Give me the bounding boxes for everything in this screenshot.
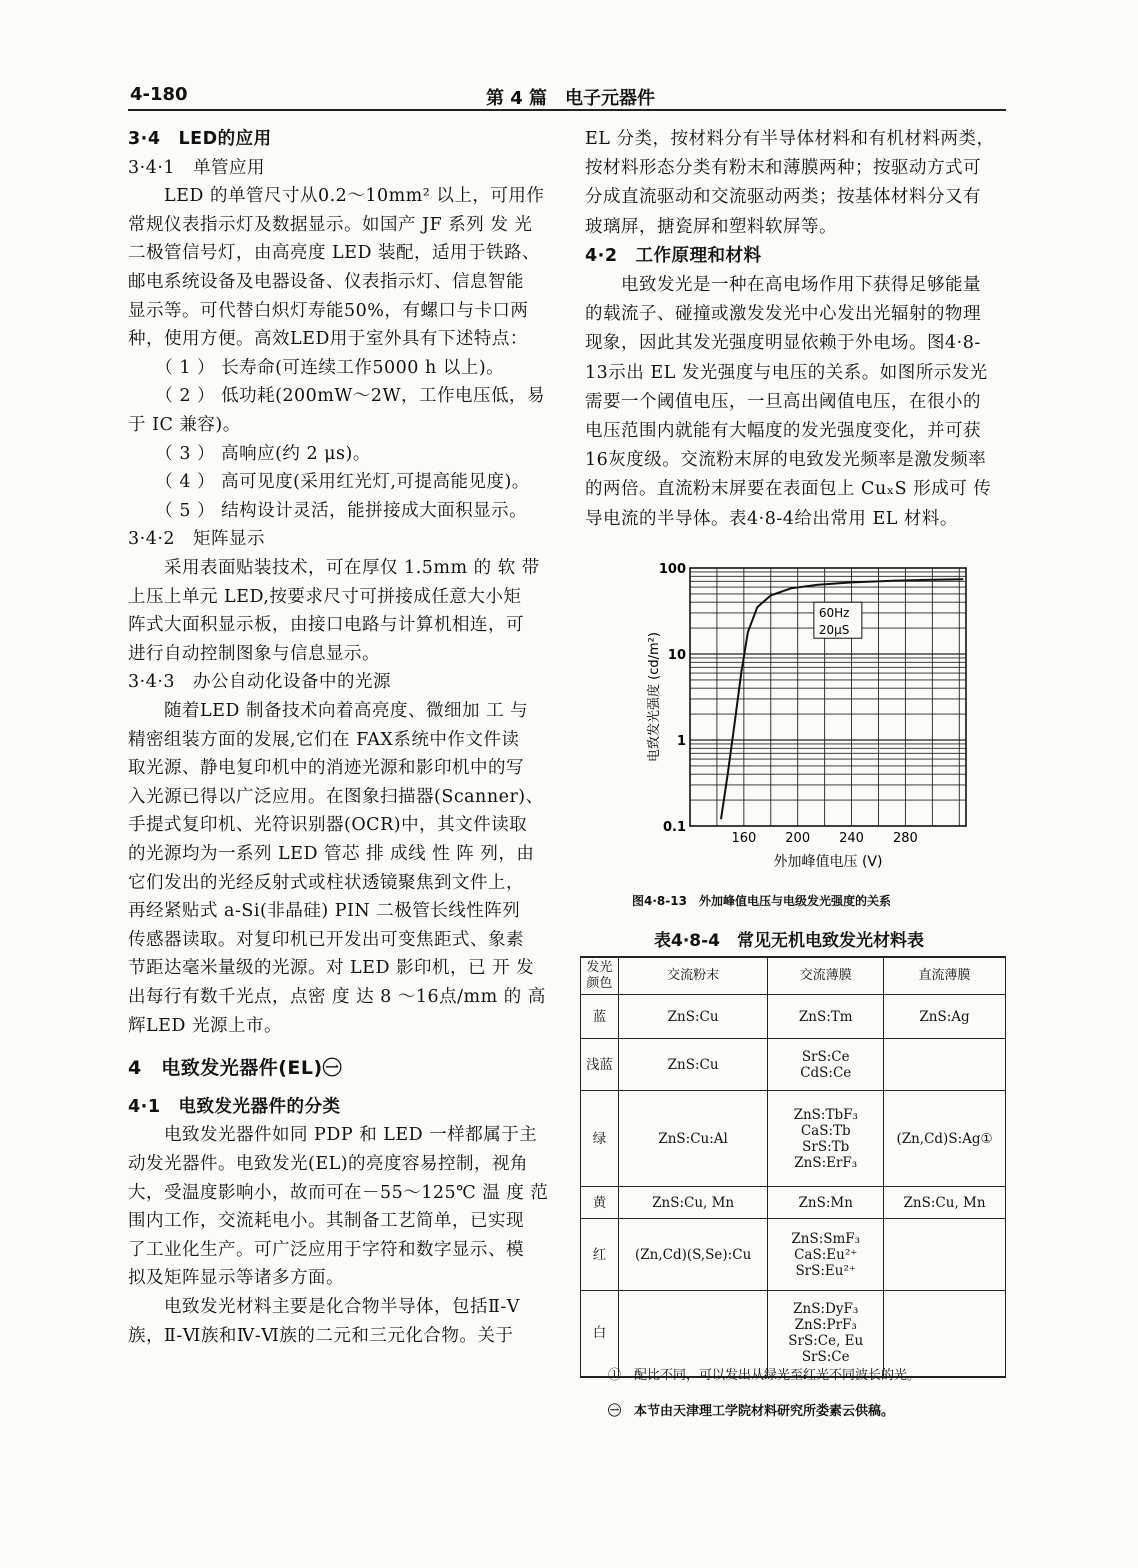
table-cell	[768, 995, 884, 1039]
table-cell	[618, 1091, 768, 1187]
text-line: 阵式大面积显示板，由接口电路与计算机相连，可	[128, 615, 524, 636]
cell-text: SrS:Eu²⁺	[795, 1262, 857, 1279]
x-tick-label: 240	[839, 831, 864, 846]
table-cell	[618, 1219, 768, 1291]
y-axis-label: 电致发光强度 (cd/m²)	[647, 632, 662, 762]
text-line: EL 分类，按材料分有半导体材料和有机材料两类，	[585, 129, 995, 149]
cell-text: SrS:Ce	[801, 1048, 850, 1065]
text-line: 分成直流驱动和交流驱动两类；按基体材料分又有	[585, 187, 981, 208]
text-line: 现象，因此其发光强度明显依赖于外电场。图4·8-	[585, 333, 981, 354]
text-line: 它们发出的光经反射式或柱状透镜聚焦到文件上，	[128, 872, 524, 893]
cell-text: CdS:Ce	[800, 1064, 852, 1081]
row-color-label: 浅蓝	[581, 1039, 619, 1091]
text-line: 电致发光材料主要是化合物半导体，包括Ⅱ-Ⅴ	[128, 1297, 520, 1317]
corner-label-2: 颜色	[586, 976, 613, 991]
table-row	[581, 1039, 1006, 1091]
text-line: LED 的单管尺寸从0.2～10mm² 以上，可用作	[128, 186, 545, 207]
text-line: 3·4·1 单管应用	[128, 157, 266, 178]
row-color-label: 黄	[581, 1187, 619, 1219]
x-axis-label: 外加峰值电压 (V)	[773, 854, 883, 870]
y-tick-label: 10	[667, 648, 686, 663]
table-row	[581, 995, 1006, 1039]
y-tick-label: 100	[658, 562, 686, 577]
cell-text: (Zn,Cd)(S,Se):Cu	[634, 1246, 752, 1263]
column-header: 交流薄膜	[768, 957, 884, 995]
text-line: 二极管信号灯，由高亮度 LED 装配，适用于铁路、	[128, 243, 541, 264]
table-cell	[768, 1219, 884, 1291]
text-line: 种，使用方便。高效LED用于室外具有下述特点：	[128, 329, 528, 350]
table-cell	[768, 1187, 884, 1219]
text-line: （ 4 ） 高可见度(采用红光灯,可提高能见度)。	[128, 472, 530, 493]
text-line: 玻璃屏，搪瓷屏和塑料软屏等。	[585, 216, 837, 237]
table-cell	[618, 1187, 768, 1219]
text-line: 动发光器件。电致发光(EL)的亮度容易控制，视角	[128, 1154, 529, 1174]
section-heading: 4 电致发光器件(EL)㊀	[128, 1057, 343, 1080]
text-line: 3·4·3 办公自动化设备中的光源	[128, 672, 392, 693]
column-header: 直流薄膜	[884, 957, 1006, 995]
cell-text: SrS:Ce, Eu	[788, 1333, 864, 1350]
annotation-text: 60Hz	[818, 606, 850, 621]
x-tick-label: 280	[893, 831, 918, 846]
table-cell	[884, 1219, 1006, 1291]
text-line: （ 1 ） 长寿命(可连续工作5000 h 以上)。	[128, 357, 505, 378]
text-line: 电压范围内就能有大幅度的发光强度变化，并可获	[585, 421, 981, 441]
text-line: 的两倍。直流粉末屏要在表面包上 CuₓS 形成可 传	[585, 479, 992, 500]
text-line: 电致发光是一种在高电场作用下获得足够能量	[585, 275, 981, 295]
text-line: （ 2 ） 低功耗(200mW～2W，工作电压低，易	[128, 386, 546, 407]
text-line: 辉LED 光源上市。	[128, 1015, 282, 1036]
text-line: 了工业化生产。可广泛应用于字符和数字显示、模	[128, 1239, 524, 1260]
table-cell	[884, 1091, 1006, 1187]
cell-text: ZnS:SmF₃	[791, 1230, 861, 1247]
row-color-label: 红	[581, 1219, 619, 1291]
text-line: （ 5 ） 结构设计灵活，能拼接成大面积显示。	[128, 500, 528, 521]
table-cell	[618, 995, 768, 1039]
section-heading: 4·2 工作原理和材料	[585, 245, 762, 266]
header-rule	[128, 109, 1006, 111]
cell-text: ZnS:Ag	[919, 1008, 970, 1025]
table-cell	[768, 1039, 884, 1091]
text-line: 于 IC 兼容)。	[128, 415, 241, 435]
text-line: 手提式复印机、光符识别器(OCR)中，其文件读取	[128, 815, 528, 836]
text-line: 出每行有数千光点，点密 度 达 8 ～16点/mm 的 高	[128, 987, 546, 1007]
table-row	[581, 1091, 1006, 1187]
text-line: 上压上单元 LED,按要求尺寸可拼接成任意大小矩	[128, 586, 522, 607]
y-tick-label: 1	[676, 734, 686, 749]
text-line: 精密组装方面的发展,它们在 FAX系统中作文件读	[128, 729, 520, 750]
x-tick-label: 200	[785, 831, 811, 846]
table-cell	[618, 1039, 768, 1091]
footnote: ㊀ 本节由天津理工学院材料研究所娄素云供稿。	[608, 1404, 895, 1419]
table-cell	[884, 1187, 1006, 1219]
text-line: 16灰度级。交流粉末屏的电致发光频率是激发频率	[585, 450, 987, 471]
cell-text: ZnS:Tm	[798, 1008, 853, 1025]
materials-table	[580, 956, 1006, 1378]
x-tick-label: 160	[731, 831, 757, 846]
table-corner-cell	[581, 957, 619, 995]
table-row	[581, 1219, 1006, 1291]
cell-text: ZnS:Cu, Mn	[652, 1194, 735, 1211]
cell-text: ZnS:TbF₃	[793, 1106, 858, 1123]
text-line: 传感器读取。对复印机已开发出可变焦距式、象素	[128, 929, 524, 950]
text-line: 的载流子、碰撞或激发发光中心发出光辐射的物理	[585, 304, 981, 325]
y-tick-label: 0.1	[662, 820, 686, 835]
text-line: 按材料形态分类有粉末和薄膜两种；按驱动方式可	[585, 158, 981, 179]
cell-text: ZnS:Cu, Mn	[903, 1194, 986, 1211]
page-number: 4-180	[130, 84, 188, 105]
cell-text: SrS:Tb	[802, 1138, 850, 1155]
text-line: 节距达毫米量级的光源。对 LED 影印机，已 开 发	[128, 958, 535, 979]
cell-text: ZnS:ErF₃	[794, 1154, 858, 1171]
table-cell	[884, 995, 1006, 1039]
text-line: 邮电系统设备及电器设备、仪表指示灯、信息智能	[128, 272, 524, 292]
text-line: 导电流的半导体。表4·8-4给出常用 EL 材料。	[585, 508, 958, 529]
column-header: 交流粉末	[618, 957, 768, 995]
text-line: 3·4·2 矩阵显示	[128, 529, 266, 550]
cell-text: ZnS:Cu	[667, 1056, 719, 1073]
text-line: 族，Ⅱ-Ⅵ族和Ⅳ-Ⅵ族的二元和三元化合物。关于	[128, 1325, 514, 1346]
cell-text: ZnS:Cu:Al	[658, 1130, 728, 1147]
table-note: ① 配比不同，可以发出从绿光至红光不同波长的光。	[608, 1368, 921, 1383]
chart-svg	[640, 556, 970, 886]
cell-text: (Zn,Cd)S:Ag①	[896, 1130, 993, 1147]
row-color-label: 绿	[581, 1091, 619, 1187]
section-heading: 4·1 电致发光器件的分类	[128, 1096, 341, 1117]
table-title: 表4·8-4 常见无机电致发光材料表	[654, 931, 924, 951]
text-line: 需要一个阈值电压，一旦高出阈值电压，在很小的	[585, 391, 981, 412]
cell-text: CaS:Tb	[800, 1122, 851, 1139]
text-line: 大，受温度影响小，故而可在－55～125℃ 温 度 范	[128, 1182, 549, 1203]
text-line: （ 3 ） 高响应(约 2 μs)。	[128, 443, 371, 464]
row-color-label: 白	[581, 1291, 619, 1377]
text-line: 入光源已得以广泛应用。在图象扫描器(Scanner)、	[128, 786, 544, 807]
text-line: 随着LED 制备技术向着高亮度、微细加 工 与	[128, 701, 529, 721]
page-header-title: 第 4 篇 电子元器件	[486, 88, 656, 109]
text-line: 显示等。可代替白炽灯寿能50%，有螺口与卡口两	[128, 300, 529, 321]
table-row	[581, 1187, 1006, 1219]
corner-label-1: 发光	[586, 960, 613, 975]
text-line: 采用表面贴装技术，可在厚仅 1.5mm 的 软 带	[128, 558, 540, 578]
figure-caption: 图4·8-13 外加峰值电压与电级发光强度的关系	[632, 894, 891, 908]
table-cell	[884, 1039, 1006, 1091]
annotation-text: 20μS	[818, 623, 850, 638]
text-line: 13示出 EL 发光强度与电压的关系。如图所示发光	[585, 362, 988, 383]
table-cell	[768, 1091, 884, 1187]
text-line: 常规仪表指示灯及数据显示。如国产 JF 系列 发 光	[128, 214, 533, 235]
text-line: 进行自动控制图象与信息显示。	[128, 643, 380, 664]
figure-4-8-13	[640, 556, 970, 886]
cell-text: ZnS:DyF₃	[793, 1301, 859, 1318]
cell-text: ZnS:Cu	[667, 1008, 719, 1025]
cell-text: ZnS:PrF₃	[794, 1317, 857, 1334]
cell-text: ZnS:Mn	[798, 1194, 853, 1211]
section-heading: 3·4 LED的应用	[128, 129, 272, 149]
text-line: 拟及矩阵显示等诸多方面。	[128, 1268, 344, 1289]
text-line: 围内工作，交流耗电小。其制备工艺简单，已实现	[128, 1211, 524, 1232]
text-line: 的光源均为一系列 LED 管芯 排 成线 性 阵 列，由	[128, 844, 535, 864]
text-line: 电致发光器件如同 PDP 和 LED 一样都属于主	[128, 1125, 538, 1146]
text-line: 再经紧贴式 a-Si(非晶硅) PIN 二极管长线性阵列	[128, 901, 521, 922]
cell-text: CaS:Eu²⁺	[794, 1246, 858, 1263]
row-color-label: 蓝	[581, 995, 619, 1039]
cell-text: SrS:Ce	[801, 1349, 850, 1366]
text-line: 取光源、静电复印机中的消迹光源和影印机中的写	[128, 758, 524, 779]
